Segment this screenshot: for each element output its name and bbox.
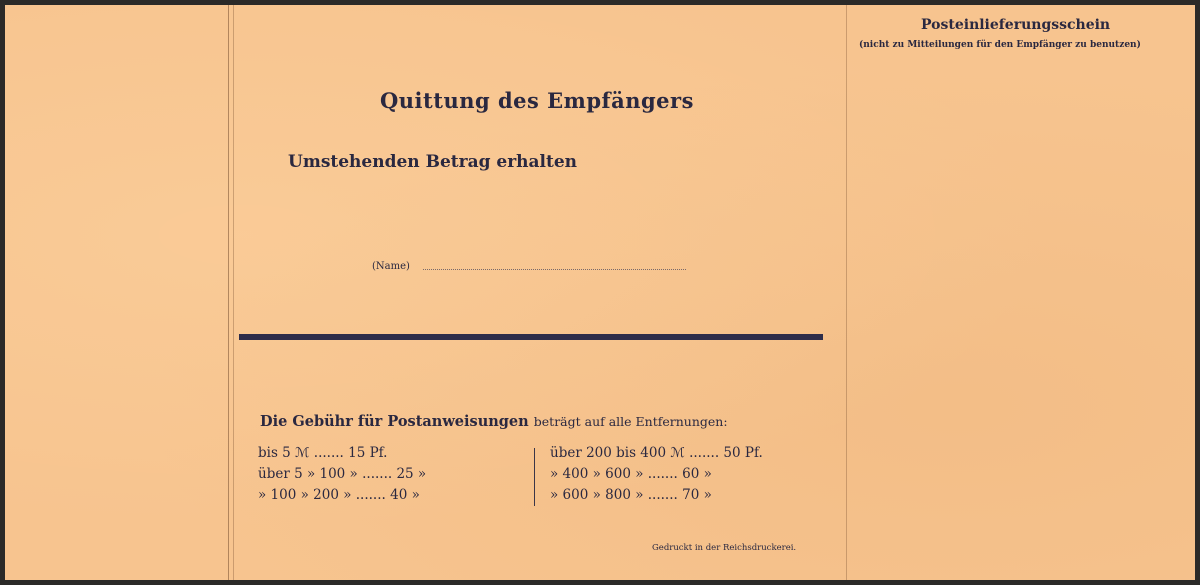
deposit-slip-title: Posteinlieferungsschein <box>921 17 1111 33</box>
fee-heading-bold: Die Gebühr für Postanweisungen <box>260 413 529 430</box>
money-order-receipt-card <box>5 5 1195 580</box>
fee-row: » 100 » 200 » ....... 40 » <box>258 487 420 503</box>
receipt-title: Quittung des Empfängers <box>380 88 694 113</box>
fee-row: über 200 bis 400 ℳ ....... 50 Pf. <box>550 445 763 461</box>
fee-row: über 5 » 100 » ....... 25 » <box>258 466 427 482</box>
fold-line-right <box>846 5 847 580</box>
fold-line-left <box>228 5 229 580</box>
fee-table-separator <box>534 448 535 506</box>
fee-row: bis 5 ℳ ....... 15 Pf. <box>258 445 388 461</box>
name-signature-line <box>423 269 686 270</box>
printer-imprint: Gedruckt in der Reichsdruckerei. <box>652 543 797 553</box>
fee-heading <box>260 413 728 430</box>
divider-bar <box>239 334 823 340</box>
fee-row: » 600 » 800 » ....... 70 » <box>550 487 712 503</box>
fee-row: » 400 » 600 » ....... 60 » <box>550 466 712 482</box>
deposit-slip-note: (nicht zu Mitteilungen für den Empfänger zu benutzen) <box>859 40 1141 50</box>
name-label: (Name) <box>372 261 410 272</box>
fold-line-left-inner <box>233 5 234 580</box>
fee-heading-rest: beträgt auf alle Entfernungen: <box>533 414 728 429</box>
receipt-subtitle: Umstehenden Betrag erhalten <box>288 152 578 172</box>
